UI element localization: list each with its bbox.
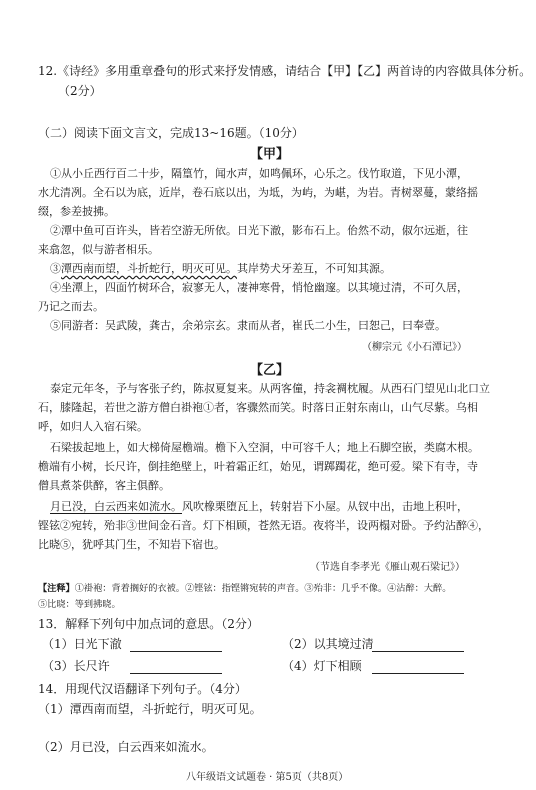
jia-source: （柳宗元《小石潭记》） xyxy=(362,342,467,353)
q14-stem: 14．用现代汉语翻译下列句子。（4分） xyxy=(38,682,247,696)
q14-sentence-2: （2）月已没，白云西来如流水。 xyxy=(38,740,214,754)
yi-p3-line1 xyxy=(50,498,468,514)
yi-p2-line3: 僧具煮茶供醉，客主俱醉。 xyxy=(38,479,170,492)
jia-title: 【甲】 xyxy=(250,147,290,162)
q13-item-3: （3）长尺许 xyxy=(42,659,110,673)
jia-p5-line: ⑤同游者：吴武陵，龚古，余弟宗玄。隶而从者，崔氏二小生，曰恕己，曰奉壹。 xyxy=(50,319,446,332)
yi-p3-line2: 铿铉②宛转，殆非③世间金石音。灯下相顾，苍然无语。夜将半，设两榻对卧。予约沾醉④， xyxy=(38,519,489,532)
q13-stem: 13．解释下列句中加点词的意思。（2分） xyxy=(38,617,259,631)
q13-item-4: （4）灯下相顾 xyxy=(282,659,362,673)
jia-p4-line2: 乃记之而去。 xyxy=(38,300,104,313)
jia-p1-line2: 水尤清冽。全石以为底，近岸，卷石底以出，为坻，为屿，为嵁，为岩。青树翠蔓，蒙络摇 xyxy=(38,186,478,199)
jia-p1-line1: ①从小丘西行百二十步，隔篁竹，闻水声，如鸣佩环，心乐之。伐竹取道，下见小潭， xyxy=(50,167,468,180)
yi-p1-line3: 呼，如归人入宿石梁。 xyxy=(38,420,148,433)
yi-p3-marked-sentence: 月已没，白云西来如流水。 xyxy=(50,500,182,513)
yi-p1-line1: 泰定元年冬，予与客张子约，陈叔夏复来。从两客僮，持衾裯枕履。从西石门望见山北口立 xyxy=(50,382,490,395)
q13-item-2: （2）以其境过清 xyxy=(282,637,374,651)
yi-p3-rest: 风吹橡栗堕瓦上，转射岩下小屋。从钗中出，击地上积叶， xyxy=(182,500,468,513)
yi-title: 【乙】 xyxy=(250,363,290,378)
q13-answer-blank-2[interactable] xyxy=(372,651,464,652)
jia-p3-number: ③ xyxy=(50,262,61,275)
jia-p2-line2: 来翕忽，似与游者相乐。 xyxy=(38,243,159,256)
q12-score: （2分） xyxy=(58,84,102,98)
q13-answer-blank-1[interactable] xyxy=(130,651,222,652)
q12-line1: 12.《诗经》多用重章叠句的形式来抒发情感，请结合【甲】【乙】两首诗的内容做具体分析。 xyxy=(38,64,532,78)
yi-p2-line2: 檐端有小树，长尺许，倒挂绝壁上，叶着霜正红，始见，谓踯躅花，绝可爱。梁下有寺，寺 xyxy=(38,460,478,473)
section2-header: （二）阅读下面文言文，完成13~16题。（10分） xyxy=(38,126,304,140)
q13-item-1: （1）日光下澈 xyxy=(42,637,122,651)
q13-answer-blank-3[interactable] xyxy=(130,673,222,674)
yi-source: （节选自李孝光《雁山观石梁记》） xyxy=(310,562,465,573)
notes-line1 xyxy=(38,580,451,594)
jia-p4-line1: ④坐潭上，四面竹树环合，寂寥无人，凄神寒骨，悄怆幽邃。以其境过清，不可久居， xyxy=(50,281,468,294)
yi-p1-line2: 石，膝隆起，若世之游方僧白褂袍①者，客骤然而笑。时落日正射东南山，山气尽紫。乌相 xyxy=(38,401,478,414)
notes-text-1: ①褂袍：背着搁好的衣被。②铿铉：指铿锵宛转的声音。③殆非：几乎不像。④沾醉：大醉。 xyxy=(74,583,452,594)
jia-p1-line3: 缀，参差披拂。 xyxy=(38,205,115,218)
page-footer: 八年级语文试题卷 · 第5页（共8页） xyxy=(186,772,349,783)
q14-sentence-1: （1）潭西南而望，斗折蛇行，明灭可见。 xyxy=(38,702,262,716)
jia-p3-line xyxy=(50,260,391,276)
jia-p3-marked-sentence: 潭西南而望，斗折蛇行，明灭可见。 xyxy=(61,262,237,275)
jia-p2-line1: ②潭中鱼可百许头，皆若空游无所依。日光下澈，影布石上。佁然不动，俶尔远逝，往 xyxy=(50,224,468,237)
yi-p2-line1: 石梁拔起地上，如大梯倚屋檐端。檐下入空洞，中可容千人；地上石脚空嵌，类腐木根。 xyxy=(50,441,479,454)
notes-line2: ⑤比晓：等到拂晓。 xyxy=(38,599,121,610)
yi-p3-line3: 比晓⑤，犹呼其门生，不知岩下宿也。 xyxy=(38,538,225,551)
notes-label: 【注释】 xyxy=(38,583,75,594)
q13-answer-blank-4[interactable] xyxy=(372,673,464,674)
jia-p3-rest: 其岸势犬牙差互，不可知其源。 xyxy=(237,262,391,275)
